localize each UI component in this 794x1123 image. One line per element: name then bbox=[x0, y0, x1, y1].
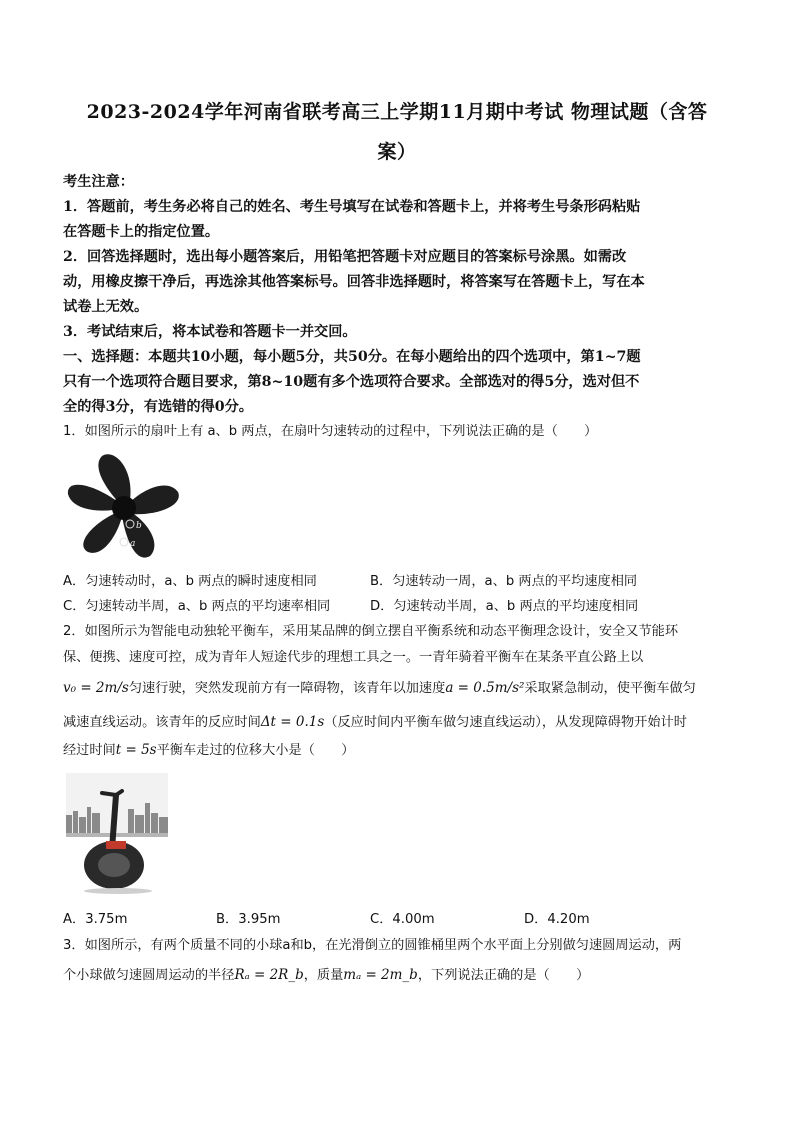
wheel-hub bbox=[98, 853, 130, 877]
q2-option-d: D．4.20m bbox=[524, 912, 590, 927]
notice-heading: 考生注意： bbox=[63, 174, 134, 190]
section-heading: 一、选择题：本题共10小题，每小题5分，共50分。在每小题给出的四个选项中，第1~7题 bbox=[63, 349, 641, 365]
section-instruction: 只有一个选项符合题目要求，第8~10题有多个选项符合要求。全部选对的得5分，选对但不 bbox=[63, 374, 640, 390]
q2-stem-line1: 2．如图所示为智能电动独轮平衡车，采用某品牌的倒立摆自平衡系统和动态平衡理念设计，安全又节能环 bbox=[63, 624, 679, 639]
q2-line3-end: 采取紧急制动，使平衡车做匀 bbox=[524, 681, 696, 696]
notice-item-1-cont: 在答题卡上的指定位置。 bbox=[63, 224, 220, 240]
q3-line2-mid: ，质量 bbox=[303, 968, 344, 983]
reaction-time-equation: Δt = 0.1s bbox=[260, 714, 325, 730]
fan-hub bbox=[112, 496, 136, 520]
q3-line2-end: ，下列说法正确的是（ ） bbox=[417, 968, 590, 983]
notice-item-3: 3．考试结束后，将本试卷和答题卡一并交回。 bbox=[63, 324, 357, 340]
point-a-label: a bbox=[130, 539, 136, 549]
q2-stem-line3 bbox=[63, 678, 731, 699]
page-title: 2023-2024学年河南省联考高三上学期11月期中考试 物理试题（含答 bbox=[86, 101, 708, 123]
v0-equation: v₀ = 2m/s bbox=[63, 680, 129, 696]
time-equation: t = 5s bbox=[115, 742, 157, 758]
seat-accent bbox=[106, 841, 126, 849]
q3-stem-line1: 3．如图所示，有两个质量不同的小球a和b，在光滑倒立的圆锥桶里两个水平面上分别做匀速圆周运动，两 bbox=[63, 938, 682, 953]
ground-line bbox=[66, 833, 168, 837]
q2-stem-line4 bbox=[63, 712, 731, 733]
q1-option-b: B．匀速转动一周，a、b 两点的平均速度相同 bbox=[370, 574, 638, 589]
page-title-continued: 案） bbox=[377, 141, 417, 163]
steering-column bbox=[112, 795, 116, 849]
q2-line4-start: 减速直线运动。该青年的反应时间 bbox=[63, 715, 261, 730]
q2-option-b: B．3.95m bbox=[216, 912, 281, 927]
point-b-label: b bbox=[136, 521, 142, 531]
radius-equation: Rₐ = 2R_b bbox=[234, 967, 304, 983]
q2-stem-line2: 保、便携、速度可控，成为青年人短途代步的理想工具之一。一青年骑着平衡车在某条平直公路上以 bbox=[63, 650, 644, 665]
q1-option-a: A．匀速转动时，a、b 两点的瞬时速度相同 bbox=[63, 574, 317, 589]
balance-wheel-photo bbox=[66, 773, 168, 895]
mass-equation: mₐ = 2m_b bbox=[343, 967, 418, 983]
q2-stem-line5 bbox=[63, 740, 731, 761]
q2-line5-end: 平衡车走过的位移大小是（ ） bbox=[156, 743, 355, 758]
shadow bbox=[84, 888, 152, 894]
notice-item-2-end: 试卷上无效。 bbox=[63, 299, 149, 315]
section-instruction-end: 全的得3分，有选错的得0分。 bbox=[63, 399, 253, 415]
acceleration-equation: a = 0.5m/s² bbox=[445, 680, 525, 696]
q1-option-d: D．匀速转动半周，a、b 两点的平均速度相同 bbox=[370, 599, 639, 614]
notice-item-2-cont: 动，用橡皮擦干净后，再选涂其他答案标号。回答非选择题时，将答案写在答题卡上，写在本 bbox=[63, 274, 645, 290]
q2-option-c: C．4.00m bbox=[370, 912, 435, 927]
q2-line5-start: 经过时间 bbox=[63, 743, 116, 758]
notice-item-2: 2．回答选择题时，选出每小题答案后，用铅笔把答题卡对应题目的答案标号涂黑。如需改 bbox=[63, 249, 627, 265]
q2-line3-middle: 匀速行驶，突然发现前方有一障碍物，该青年以加速度 bbox=[128, 681, 446, 696]
fan-figure bbox=[64, 448, 184, 566]
q2-line4-end: （反应时间内平衡车做匀速直线运动），从发现障碍物开始计时 bbox=[324, 715, 687, 730]
q3-line2-start: 个小球做匀速圆周运动的半径 bbox=[63, 968, 235, 983]
q1-stem: 1．如图所示的扇叶上有 a、b 两点，在扇叶匀速转动的过程中，下列说法正确的是（ ） bbox=[63, 424, 598, 439]
q3-stem-line2 bbox=[63, 965, 731, 986]
q2-option-a: A．3.75m bbox=[63, 912, 128, 927]
point-a-marker bbox=[120, 538, 128, 546]
q1-option-c: C．匀速转动半周，a、b 两点的平均速率相同 bbox=[63, 599, 331, 614]
notice-item-1: 1．答题前，考生务必将自己的姓名、考生号填写在试卷和答题卡上，并将考生号条形码粘贴 bbox=[63, 199, 641, 215]
